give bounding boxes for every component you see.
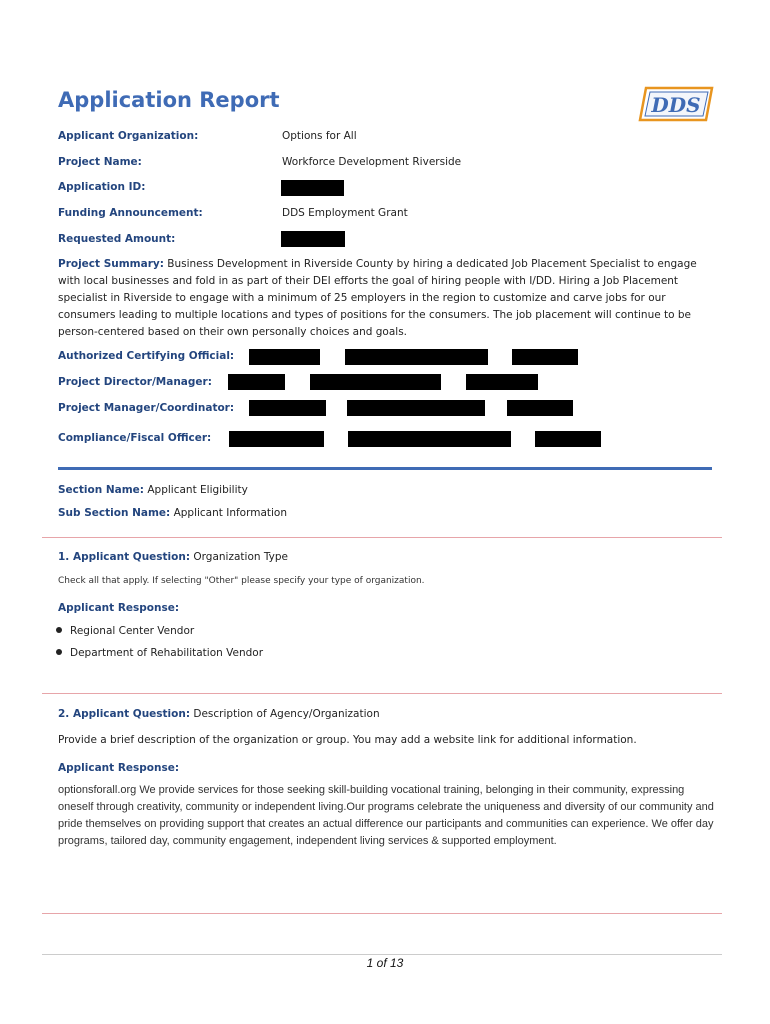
- project-director-label: Project Director/Manager:: [58, 376, 212, 388]
- requested-amount-label: Requested Amount:: [58, 233, 176, 245]
- question-2-label: 2. Applicant Question:: [58, 708, 191, 720]
- redacted-manager-email: [347, 400, 485, 416]
- question-1-response-label: Applicant Response:: [58, 602, 180, 614]
- header-divider: [58, 467, 712, 470]
- funding-announcement-value: DDS Employment Grant: [282, 207, 408, 219]
- redacted-compliance-phone: [535, 431, 601, 447]
- compliance-officer-label: Compliance/Fiscal Officer:: [58, 432, 212, 444]
- bullet-icon: [56, 649, 62, 655]
- redacted-application-id: [281, 180, 344, 196]
- redacted-director-email: [310, 374, 441, 390]
- section-name: [58, 484, 248, 496]
- redacted-certifying-name: [249, 349, 320, 365]
- section-divider: [42, 537, 722, 538]
- footer-divider: [42, 954, 722, 955]
- question-2: [58, 708, 380, 720]
- bullet-icon: [56, 627, 62, 633]
- question-2-instruction: Provide a brief description of the organization or group. You may add a website link for additional information.: [58, 734, 637, 746]
- project-manager-label: Project Manager/Coordinator:: [58, 402, 235, 414]
- project-summary-label: Project Summary:: [58, 258, 164, 270]
- question-1: [58, 551, 288, 563]
- redacted-certifying-phone: [512, 349, 578, 365]
- sub-section-name-value: Applicant Information: [173, 507, 288, 519]
- question-divider: [42, 913, 722, 914]
- redacted-director-phone: [466, 374, 538, 390]
- page-title: Application Report: [58, 88, 280, 112]
- section-name-value: Applicant Eligibility: [147, 484, 248, 496]
- project-summary: [58, 256, 708, 341]
- redacted-director-name: [228, 374, 285, 390]
- project-name-label: Project Name:: [58, 156, 142, 168]
- dds-logo: [638, 84, 714, 124]
- question-2-response-label: Applicant Response:: [58, 762, 180, 774]
- question-2-response-text: optionsforall.org We provide services for those seeking skill-building vocational training, belonging in their community, expressing oneself through creativity, community or independent living.Our programs celebrate the uniqueness and diversity of our community and pride themselves on providing support that creates an actual difference our participants and communities can experience. We offer day programs, tailored day, community engagement, independent living services & supported employment.: [58, 784, 714, 847]
- redacted-certifying-email: [345, 349, 488, 365]
- question-1-instruction: Check all that apply. If selecting "Other" please specify your type of organization.: [58, 576, 425, 586]
- project-name-value: Workforce Development Riverside: [282, 156, 462, 168]
- project-summary-text: Business Development in Riverside County by hiring a dedicated Job Placement Specialist to engage with local businesses and fold in as part of their DEI efforts the goal of hiring people with I/DD. Hiring a Job Placement specialist in Riverside to engage with a minimum of 25 employers in the region to customize and carve jobs for our consumers leading to multiple locations and types of positions for the consumers. The job placement will continue to be person-centered based on their own personally choices and goals.: [58, 258, 697, 338]
- page-number: 1 of 13: [366, 956, 404, 970]
- logo-text: DDS: [651, 93, 701, 117]
- application-id-label: Application ID:: [58, 181, 146, 193]
- redacted-compliance-email: [348, 431, 511, 447]
- response-list-item: Regional Center Vendor: [56, 625, 194, 637]
- sub-section-name: [58, 507, 287, 519]
- section-name-label: Section Name:: [58, 484, 145, 496]
- redacted-manager-name: [249, 400, 326, 416]
- redacted-manager-phone: [507, 400, 573, 416]
- question-1-label: 1. Applicant Question:: [58, 551, 191, 563]
- sub-section-name-label: Sub Section Name:: [58, 507, 171, 519]
- question-divider: [42, 693, 722, 694]
- question-2-text: Description of Agency/Organization: [193, 708, 380, 720]
- funding-announcement-label: Funding Announcement:: [58, 207, 203, 219]
- response-list-item: Department of Rehabilitation Vendor: [56, 647, 263, 659]
- applicant-organization-label: Applicant Organization:: [58, 130, 199, 142]
- applicant-organization-value: Options for All: [282, 130, 357, 142]
- certifying-official-label: Authorized Certifying Official:: [58, 350, 235, 362]
- redacted-requested-amount: [281, 231, 345, 247]
- question-1-text: Organization Type: [193, 551, 288, 563]
- redacted-compliance-name: [229, 431, 324, 447]
